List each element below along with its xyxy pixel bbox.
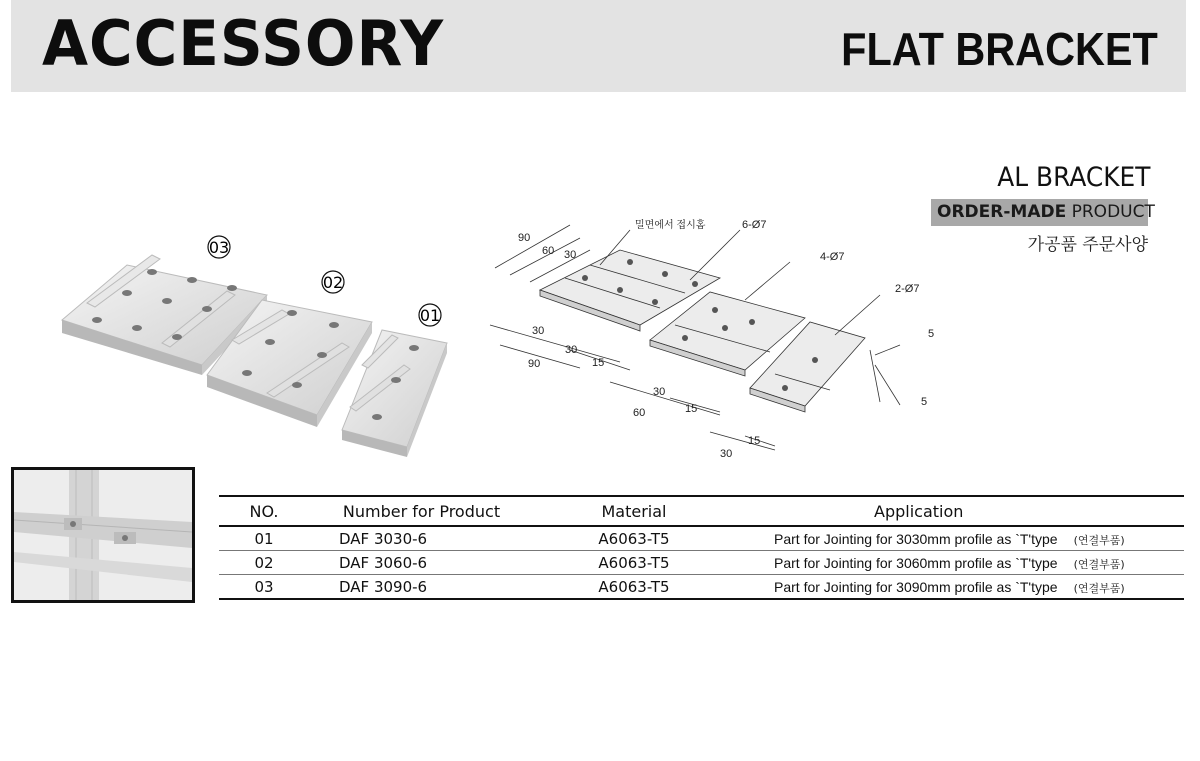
dim-60-top: 60 bbox=[542, 245, 555, 257]
dim-90-top: 90 bbox=[518, 232, 531, 244]
table-header-row bbox=[219, 496, 1184, 526]
dim-30-b: 30 bbox=[565, 344, 578, 356]
dim-15-c: 15 bbox=[748, 435, 761, 447]
order-made-rest: PRODUCT bbox=[1066, 202, 1155, 222]
header-application: Application bbox=[734, 496, 1184, 526]
hole-callout-4: 4-Ø7 bbox=[820, 251, 845, 263]
row-no: 01 bbox=[219, 526, 309, 551]
application-tag: (연결부품) bbox=[1073, 533, 1125, 547]
bracket-product-image bbox=[52, 225, 462, 460]
application-text: Part for Jointing for 3030mm profile as `T'type bbox=[774, 530, 1058, 547]
order-made-strong: ORDER-MADE bbox=[937, 202, 1067, 222]
row-product: DAF 3030-6 bbox=[309, 526, 534, 551]
product-title: FLAT BRACKET bbox=[841, 23, 1158, 75]
row-application bbox=[734, 575, 1184, 600]
dim-30-bottom: 30 bbox=[720, 448, 733, 460]
spec-table bbox=[219, 495, 1184, 600]
hole-callout-2: 2-Ø7 bbox=[895, 283, 920, 295]
dim-15-a: 15 bbox=[592, 357, 605, 369]
al-bracket-title: AL BRACKET bbox=[996, 162, 1150, 193]
dim-5-a: 5 bbox=[928, 328, 935, 340]
row-material: A6063-T5 bbox=[534, 526, 734, 551]
category-title: ACCESSORY bbox=[42, 7, 445, 80]
dim-30-top: 30 bbox=[564, 249, 577, 261]
header-material: Material bbox=[534, 496, 734, 526]
hole-callout-6: 6-Ø7 bbox=[742, 219, 767, 231]
dim-30-c: 30 bbox=[653, 386, 666, 398]
application-text: Part for Jointing for 3060mm profile as `T'type bbox=[774, 554, 1058, 571]
dim-5-b: 5 bbox=[921, 396, 928, 408]
row-material: A6063-T5 bbox=[534, 551, 734, 575]
label-03: 03 bbox=[208, 238, 230, 257]
application-tag: (연결부품) bbox=[1073, 557, 1125, 571]
table-row bbox=[219, 575, 1184, 600]
row-product: DAF 3060-6 bbox=[309, 551, 534, 575]
row-no: 02 bbox=[219, 551, 309, 575]
table-row bbox=[219, 526, 1184, 551]
dim-90-bottom: 90 bbox=[528, 358, 541, 370]
row-application bbox=[734, 551, 1184, 575]
profile-assembly-image bbox=[14, 470, 192, 600]
dim-60-bottom: 60 bbox=[633, 407, 646, 419]
installation-photo bbox=[11, 467, 195, 603]
dim-30-a: 30 bbox=[532, 325, 545, 337]
row-material: A6063-T5 bbox=[534, 575, 734, 600]
header-no: NO. bbox=[219, 496, 309, 526]
technical-drawing bbox=[480, 210, 950, 470]
row-application bbox=[734, 526, 1184, 551]
label-02: 02 bbox=[322, 273, 344, 292]
header-product: Number for Product bbox=[309, 496, 534, 526]
application-text: Part for Jointing for 3090mm profile as `T'type bbox=[774, 578, 1058, 595]
order-made-badge bbox=[931, 199, 1155, 226]
label-01: 01 bbox=[419, 306, 441, 325]
table-row bbox=[219, 551, 1184, 575]
korean-order-note: 가공품 주문사양 bbox=[1027, 235, 1148, 255]
note-korean: 밀면에서 접시홈 bbox=[635, 220, 706, 231]
application-tag: (연결부품) bbox=[1073, 581, 1125, 595]
dim-15-b: 15 bbox=[685, 403, 698, 415]
row-product: DAF 3090-6 bbox=[309, 575, 534, 600]
row-no: 03 bbox=[219, 575, 309, 600]
